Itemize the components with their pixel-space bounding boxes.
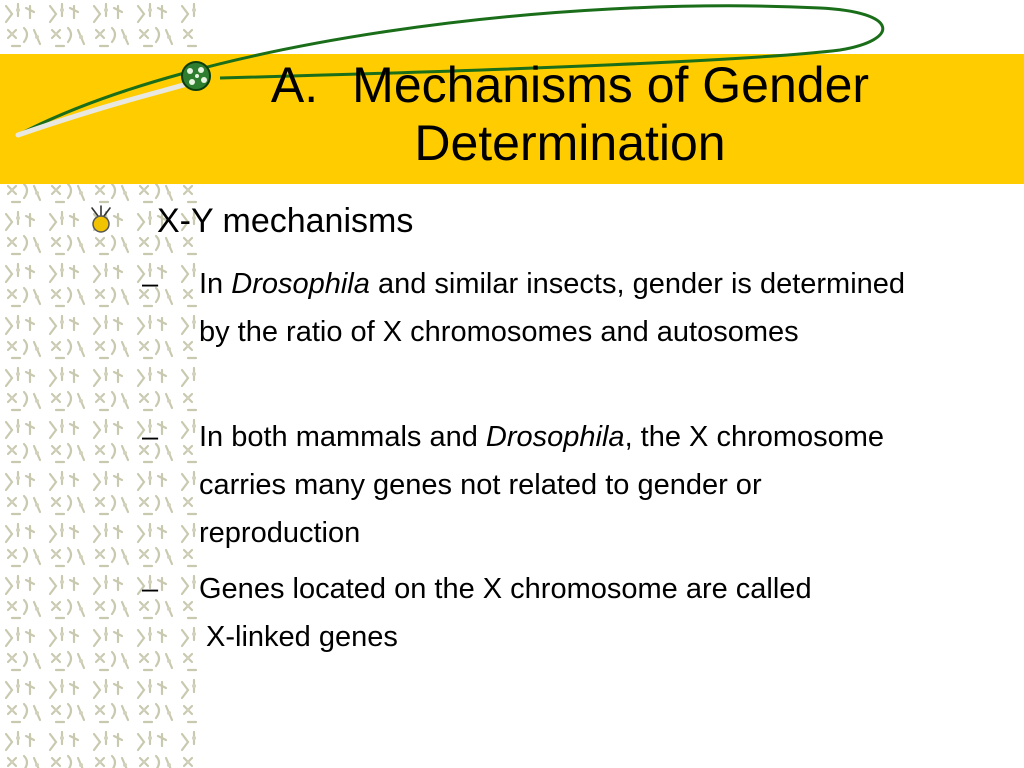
title-text: Mechanisms of Gender Determination (352, 57, 870, 171)
sub-item-2-after: , the X chromosome carries many genes not related to gender or reproduction (199, 421, 885, 549)
dash-marker: – (142, 268, 159, 300)
dash-marker: – (142, 573, 159, 605)
sub-item-1-italic: Drosophila (231, 268, 370, 300)
sub-item-2-before: In both mammals and (199, 421, 486, 453)
sub-item-1-before: In (199, 268, 232, 300)
sub-item-1-after: and similar insects, gender is determined by the ratio of X chromosomes and autosomes (199, 268, 906, 348)
title-number: A. (270, 57, 319, 113)
sub-item-1 (199, 260, 919, 356)
bullet-icon (88, 204, 116, 236)
sub-item-3-line2: X-linked genes (206, 621, 398, 653)
dash-marker: – (142, 421, 159, 453)
sub-item-2 (199, 413, 919, 557)
bullet-text: X-Y mechanisms (157, 202, 414, 240)
sub-item-3-line1: Genes located on the X chromosome are called (199, 573, 812, 605)
sub-item-2-italic: Drosophila (485, 421, 625, 453)
sub-item-3 (199, 565, 919, 661)
